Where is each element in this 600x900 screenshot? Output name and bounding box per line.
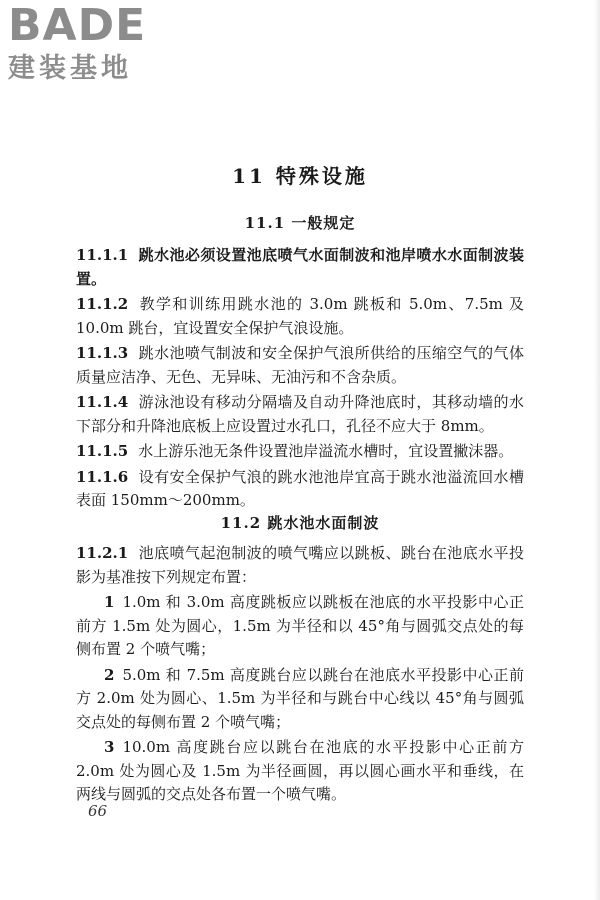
clause-text: 跳水池喷气制波和安全保护气浪所供给的压缩空气的气体质量应洁净、无色、无异味、无油污和不含杂质。 — [76, 344, 524, 386]
item-text: 5.0m 和 7.5m 高度跳台应以跳台在池底水平投影中心正前方 2.0m 处为圆心、1.5m 为半径和与跳台中心线以 45°角与圆弧交点处的每侧布置 2 个喷气嘴； — [76, 665, 524, 731]
clause-text: 设有安全保护气浪的跳水池池岸宜高于跳水池溢流回水槽表面 150mm～200mm。 — [76, 467, 524, 509]
clause-11-1-4 — [76, 391, 524, 438]
clause-number: 11.1.3 — [76, 344, 129, 362]
clause-11-1-3 — [76, 342, 524, 389]
clause-number: 11.1.2 — [76, 295, 129, 313]
clause-11-1-5 — [76, 440, 524, 464]
item-text: 10.0m 高度跳台应以跳台在池底的水平投影中心正前方 2.0m 处为圆心及 1.5m 为半径画圆，再以圆心画水平和垂线，在两线与圆弧的交点处各布置一个喷气嘴。 — [76, 738, 524, 803]
bade-logo — [8, 0, 183, 84]
item-number: 3 — [104, 738, 115, 756]
clause-11-1-1 — [76, 244, 524, 291]
clause-text: 水上游乐池无条件设置池岸溢流水槽时，宜设置撇沫器。 — [138, 442, 514, 460]
page-number: 66 — [88, 802, 108, 820]
logo-subtitle: 建装基地 — [8, 53, 132, 84]
chapter-title: 11 特殊设施 — [232, 164, 368, 188]
clause-text: 游泳池设有移动分隔墙及自动升降池底时，其移动墙的水下部分和升降池底板上应设置过水孔口，孔径不应大于 8mm。 — [76, 393, 524, 435]
clause-text: 跳水池必须设置池底喷气水面制波和池岸喷水水面制波装置。 — [76, 246, 524, 288]
clause-number: 11.1.1 — [76, 246, 129, 264]
clause-number: 11.1.5 — [76, 442, 129, 460]
clause-11-2-1 — [76, 542, 524, 589]
section-heading-11-2: 11.2 跳水池水面制波 — [220, 514, 380, 532]
clause-number: 11.2.1 — [76, 544, 129, 562]
clause-11-1-2 — [76, 293, 524, 340]
section-11-2-body — [76, 542, 524, 809]
logo-wordmark: BADE — [8, 0, 147, 51]
clause-number: 11.1.4 — [76, 393, 129, 411]
list-item-1 — [76, 591, 524, 662]
clause-11-1-6 — [76, 466, 524, 513]
page-edge-shadow — [594, 0, 600, 900]
section-11-1-body — [76, 244, 524, 515]
section-heading-11-1: 11.1 一般规定 — [244, 214, 356, 232]
clause-text: 教学和训练用跳水池的 3.0m 跳板和 5.0m、7.5m 及 10.0m 跳台，宜设置安全保护气浪设施。 — [76, 295, 524, 337]
item-text: 1.0m 和 3.0m 高度跳板应以跳板在池底的水平投影中心正前方 1.5m 处为圆心，1.5m 为半径和以 45°角与圆弧交点处的每侧布置 2 个喷气嘴； — [76, 593, 524, 658]
list-item-3 — [76, 736, 524, 807]
clause-number: 11.1.6 — [76, 467, 129, 486]
list-item-2 — [76, 664, 524, 735]
clause-text: 池底喷气起泡制波的喷气嘴应以跳板、跳台在池底水平投影为基准按下列规定布置： — [76, 544, 524, 586]
item-number: 1 — [104, 593, 115, 611]
item-number: 2 — [104, 665, 115, 684]
